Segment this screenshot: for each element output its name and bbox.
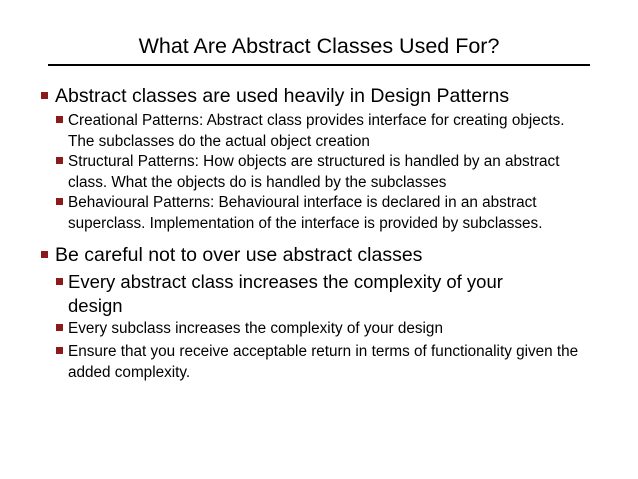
- sub-bullet-acceptable-return: [68, 341, 608, 383]
- square-bullet-icon: [56, 278, 63, 285]
- sub-bullet-abstract-class-complexity: [68, 270, 538, 318]
- sub-bullet-behavioural-patterns: [68, 192, 608, 234]
- sub-bullet-structural-patterns: [68, 151, 568, 193]
- sub-bullet-text: Behavioural Patterns: Behavioural interface is declared in an abstract superclass. Implementation of the interface is provided by subclasses.: [68, 194, 543, 232]
- bullet-design-patterns: [55, 84, 615, 108]
- sub-bullet-text: Ensure that you receive acceptable return in terms of functionality given the added complexity.: [68, 343, 579, 381]
- square-bullet-icon: [56, 347, 63, 354]
- sub-bullet-text: Structural Patterns: How objects are structured is handled by an abstract class. What the objects do is handled by the subclasses: [68, 153, 560, 191]
- sub-bullet-text: Every subclass increases the complexity of your design: [68, 320, 443, 337]
- title-divider: [48, 64, 590, 66]
- sub-bullet-text: Every abstract class increases the complexity of your design: [68, 271, 503, 316]
- sub-bullet-subclass-complexity: [68, 318, 608, 339]
- sub-bullet-creational-patterns: [68, 110, 568, 152]
- slide-title: What Are Abstract Classes Used For?: [138, 34, 500, 58]
- square-bullet-icon: [56, 157, 63, 164]
- bullet-be-careful: [55, 243, 615, 267]
- square-bullet-icon: [56, 198, 63, 205]
- bullet-text: Abstract classes are used heavily in Design Patterns: [55, 85, 510, 107]
- bullet-text: Be careful not to over use abstract classes: [55, 244, 423, 266]
- square-bullet-icon: [56, 324, 63, 331]
- square-bullet-icon: [41, 251, 48, 258]
- sub-bullet-text: Creational Patterns: Abstract class provides interface for creating objects. The subclasses do the actual object creation: [68, 112, 565, 150]
- square-bullet-icon: [41, 92, 48, 99]
- square-bullet-icon: [56, 116, 63, 123]
